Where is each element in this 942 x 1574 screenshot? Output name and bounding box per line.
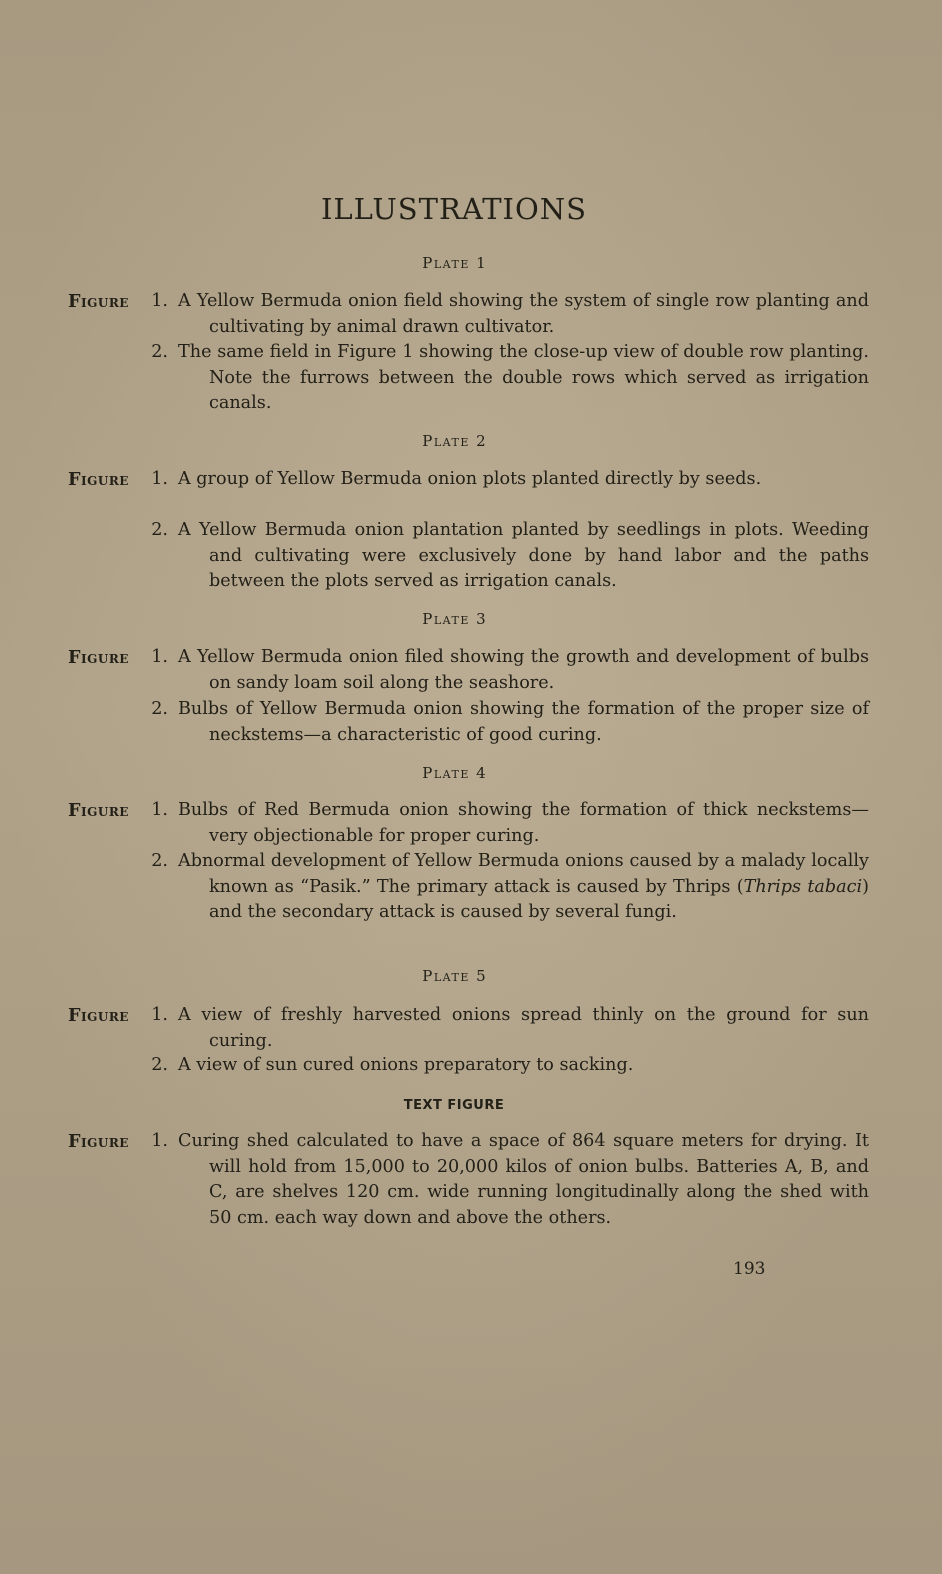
figure-label: Figure — [68, 291, 129, 312]
figure-caption: Bulbs of Red Bermuda onion showing the formation of thick neckstems—very objectionable for proper curing. — [178, 800, 869, 846]
figure-caption: A group of Yellow Bermuda onion plots planted directly by seeds. — [178, 469, 762, 489]
figure-number: 1. — [151, 469, 168, 489]
figure-caption: A Yellow Bermuda onion filed showing the growth and development of bulbs on sandy loam soil along the seashore. — [178, 647, 869, 693]
plate-4-heading — [0, 764, 908, 782]
figure-number: 2. — [151, 1055, 168, 1075]
figure-number: 2. — [151, 699, 168, 719]
plate-label: Plate — [422, 967, 470, 985]
plate-2-heading — [0, 432, 908, 450]
figure-number: 2. — [151, 851, 168, 871]
figure-caption: A view of freshly harvested onions spread thinly on the ground for sun curing. — [178, 1005, 869, 1051]
figure-label: Figure — [68, 1131, 129, 1152]
plate-number: 3 — [476, 610, 486, 628]
figure-caption: A Yellow Bermuda onion plantation planted by seedlings in plots. Weeding and cultivating were exclusively done by hand labor and the paths between the plots served as irrigation canals. — [178, 520, 869, 591]
page-title: ILLUSTRATIONS — [320, 192, 588, 226]
plate-number: 4 — [476, 764, 486, 782]
plate-label: Plate — [422, 432, 470, 450]
figure-label: Figure — [68, 800, 129, 821]
figure-caption — [178, 849, 869, 926]
page-number: 193 — [733, 1259, 766, 1279]
figure-caption: The same field in Figure 1 showing the close-up view of double row planting. Note the furrows between the double rows which served as irrigation canals. — [178, 342, 869, 413]
figure-number: 2. — [151, 520, 168, 540]
caption-text: Abnormal development of Yellow Bermuda onions caused by a malady locally known as “Pasik.” The primary attack is caused by Thrips ( — [178, 851, 869, 897]
text-figure-heading: TEXT FIGURE — [403, 1098, 505, 1113]
plate-3-heading — [0, 610, 908, 628]
plate-number: 1 — [476, 254, 486, 272]
figure-caption: A Yellow Bermuda onion field showing the system of single row planting and cultivating by animal drawn cultivator. — [178, 291, 869, 337]
figure-label: Figure — [68, 647, 129, 668]
plate-1-heading — [0, 254, 908, 272]
figure-caption: A view of sun cured onions preparatory to sacking. — [178, 1055, 634, 1075]
plate-number: 5 — [476, 967, 486, 985]
plate-5-heading — [0, 967, 908, 985]
figure-number: 1. — [151, 291, 168, 311]
figure-number: 1. — [151, 1131, 168, 1151]
figure-number: 1. — [151, 800, 168, 820]
figure-number: 2. — [151, 342, 168, 362]
plate-number: 2 — [476, 432, 486, 450]
plate-label: Plate — [422, 254, 470, 272]
figure-number: 1. — [151, 647, 168, 667]
scientific-name: Thrips tabaci — [743, 876, 863, 897]
figure-caption: Bulbs of Yellow Bermuda onion showing the formation of the proper size of neckstems—a characteristic of good curing. — [178, 699, 869, 745]
plate-label: Plate — [422, 610, 470, 628]
figure-label: Figure — [68, 469, 129, 490]
caption-text: ) and the secondary attack is caused by several fungi. — [209, 876, 869, 922]
figure-caption: Curing shed calculated to have a space of 864 square meters for drying. It will hold from 15,000 to 20,000 kilos of onion bulbs. Batteries A, B, and C, are shelves 120 cm. wide running longitudinally along the shed with 50 cm. each way down and above the others. — [178, 1131, 869, 1228]
figure-number: 1. — [151, 1005, 168, 1025]
plate-label: Plate — [422, 764, 470, 782]
figure-label: Figure — [68, 1005, 129, 1026]
